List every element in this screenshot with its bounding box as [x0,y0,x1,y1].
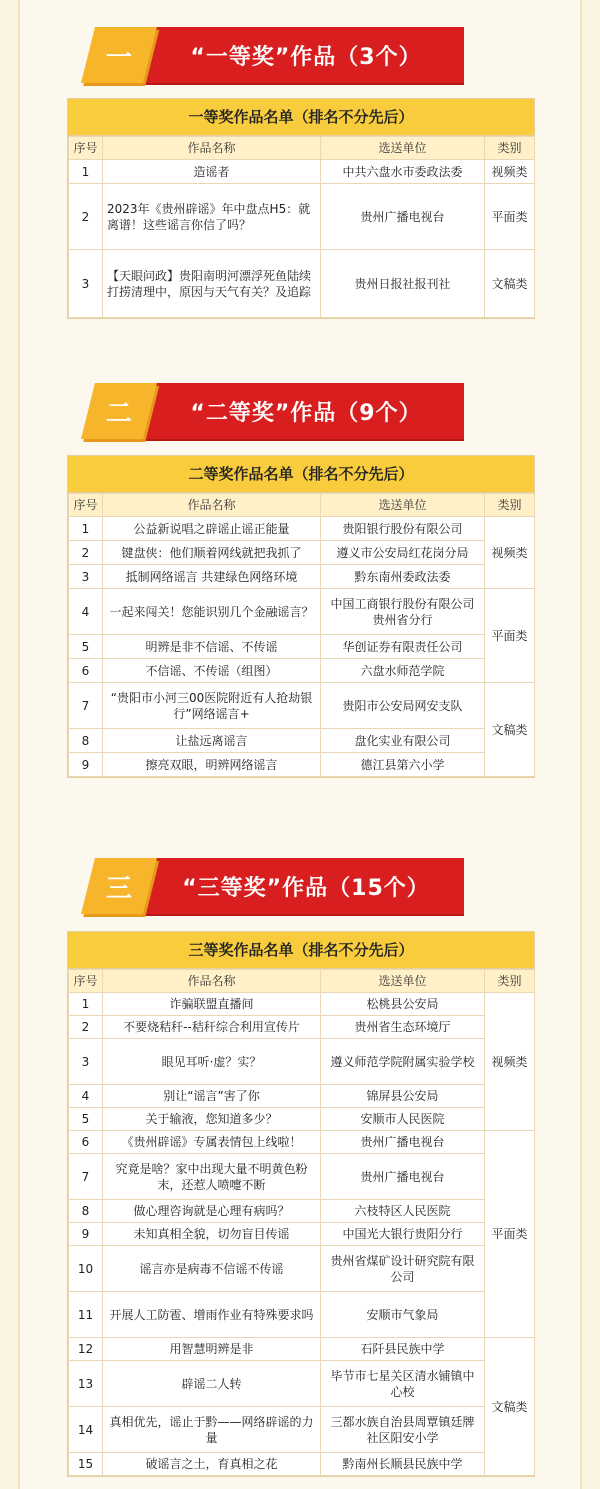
third-prize-table [68,969,535,1476]
col-header-name: 作品名称 [103,137,321,160]
banner-number: 二 [105,398,132,429]
row-name: “贵阳市小河三00医院附近有人抢劫银行”网络谣言+ [103,683,321,729]
row-unit: 黔东南州委政法委 [321,565,485,589]
row-no: 15 [69,1453,103,1476]
row-unit: 华创证券有限责任公司 [321,635,485,659]
row-no: 14 [69,1407,103,1453]
table-row [69,517,535,541]
row-unit: 中国工商银行股份有限公司贵州省分行 [321,589,485,635]
row-name: 用智慧明辨是非 [103,1338,321,1361]
row-unit: 六盘水师范学院 [321,659,485,683]
table-row [69,1016,535,1039]
row-category: 平面类 [485,1131,535,1338]
row-unit: 六枝特区人民医院 [321,1200,485,1223]
row-unit: 三都水族自治县周覃镇廷牌社区阳安小学 [321,1407,485,1453]
row-no: 10 [69,1246,103,1292]
row-no: 9 [69,1223,103,1246]
table-row [69,1246,535,1292]
row-no: 1 [69,160,103,184]
row-name: 擦亮双眼，明辨网络谣言 [103,753,321,777]
banner-number: 一 [105,42,132,73]
row-name: 键盘侠：他们顺着网线就把我抓了 [103,541,321,565]
row-no: 8 [69,1200,103,1223]
row-name: 抵制网络谣言 共建绿色网络环境 [103,565,321,589]
row-name: 未知真相全貌，切勿盲目传谣 [103,1223,321,1246]
col-header-no: 序号 [69,494,103,517]
table-row [69,1338,535,1361]
third-prize-table-card [67,931,535,1477]
row-category: 视频类 [485,993,535,1131]
row-no: 1 [69,993,103,1016]
table-row [69,683,535,729]
col-header-unit: 选送单位 [321,494,485,517]
row-no: 6 [69,659,103,683]
row-no: 7 [69,683,103,729]
first-prize-table-card [67,98,535,319]
row-name: 真相优先，谣止于黔——网络辟谣的力量 [103,1407,321,1453]
row-name: 眼见耳听·虚？实？ [103,1039,321,1085]
row-name: 不要烧秸秆--秸秆综合利用宣传片 [103,1016,321,1039]
table-row [69,1085,535,1108]
table-row [69,1131,535,1154]
row-name: 破谣言之土，育真相之花 [103,1453,321,1476]
table-row [69,1200,535,1223]
row-unit: 贵州省生态环境厅 [321,1016,485,1039]
banner-second-prize [88,383,464,439]
table-row [69,993,535,1016]
row-name: 明辨是非不信谣、不传谣 [103,635,321,659]
banner-ribbon [128,858,464,914]
row-unit: 遵义师范学院附属实验学校 [321,1039,485,1085]
banner-number: 三 [105,873,132,904]
row-name: 《贵州辟谣》专属表情包上线啦！ [103,1131,321,1154]
row-unit: 贵阳银行股份有限公司 [321,517,485,541]
row-category: 平面类 [485,184,535,250]
row-category: 文稿类 [485,683,535,777]
row-no: 4 [69,589,103,635]
row-unit: 遵义市公安局红花岗分局 [321,541,485,565]
row-no: 5 [69,1108,103,1131]
banner-first-prize [88,27,464,83]
table-row [69,729,535,753]
table-row [69,1108,535,1131]
row-unit: 黔南州长顺县民族中学 [321,1453,485,1476]
table-row [69,1292,535,1338]
row-name: 谣言亦是病毒不信谣不传谣 [103,1246,321,1292]
row-no: 1 [69,517,103,541]
table-row [69,1453,535,1476]
table-row [69,541,535,565]
row-no: 2 [69,1016,103,1039]
row-unit: 贵州日报社报刊社 [321,250,485,318]
col-header-category: 类别 [485,494,535,517]
col-header-category: 类别 [485,137,535,160]
row-name: 不信谣、不传谣（组图） [103,659,321,683]
row-no: 13 [69,1361,103,1407]
row-name: 开展人工防雹、增雨作业有特殊要求吗 [103,1292,321,1338]
row-unit: 贵州广播电视台 [321,184,485,250]
row-no: 2 [69,184,103,250]
row-category: 平面类 [485,589,535,683]
row-unit: 安顺市气象局 [321,1292,485,1338]
row-category: 视频类 [485,160,535,184]
col-header-unit: 选送单位 [321,970,485,993]
col-header-no: 序号 [69,137,103,160]
row-no: 7 [69,1154,103,1200]
row-name: 公益新说唱之辟谣止谣正能量 [103,517,321,541]
row-unit: 中共六盘水市委政法委 [321,160,485,184]
row-no: 9 [69,753,103,777]
banner-ribbon [128,27,464,83]
row-no: 11 [69,1292,103,1338]
row-no: 8 [69,729,103,753]
second-prize-table [68,493,535,777]
row-unit: 德江县第六小学 [321,753,485,777]
row-category: 文稿类 [485,250,535,318]
first-prize-table [68,136,535,318]
col-header-no: 序号 [69,970,103,993]
row-no: 3 [69,1039,103,1085]
row-unit: 石阡县民族中学 [321,1338,485,1361]
row-name: 别让“谣言”害了你 [103,1085,321,1108]
banner-title: “二等奖”作品（9个） [190,400,422,426]
table-row [69,1154,535,1200]
row-name: 让盐远离谣言 [103,729,321,753]
row-name: 造谣者 [103,160,321,184]
row-no: 12 [69,1338,103,1361]
table-title: 一等奖作品名单（排名不分先后） [68,99,534,136]
banner-third-prize [88,858,464,914]
table-row [69,160,535,184]
table-title: 三等奖作品名单（排名不分先后） [68,932,534,969]
table-row [69,1407,535,1453]
banner-title: “三等奖”作品（15个） [182,875,430,901]
row-category: 视频类 [485,517,535,589]
row-no: 3 [69,250,103,318]
banner-title: “一等奖”作品（3个） [190,44,422,70]
row-unit: 贵州省煤矿设计研究院有限公司 [321,1246,485,1292]
table-row [69,1039,535,1085]
row-name: 一起来闯关！您能识别几个金融谣言？ [103,589,321,635]
table-row [69,659,535,683]
row-no: 5 [69,635,103,659]
row-unit: 毕节市七星关区清水铺镇中心校 [321,1361,485,1407]
table-row [69,1223,535,1246]
row-unit: 盘化实业有限公司 [321,729,485,753]
banner-ribbon [128,383,464,439]
row-category: 文稿类 [485,1338,535,1476]
row-no: 3 [69,565,103,589]
col-header-name: 作品名称 [103,970,321,993]
row-no: 2 [69,541,103,565]
row-unit: 锦屏县公安局 [321,1085,485,1108]
table-row [69,589,535,635]
table-row [69,753,535,777]
row-unit: 安顺市人民医院 [321,1108,485,1131]
table-row [69,565,535,589]
table-row [69,184,535,250]
row-unit: 松桃县公安局 [321,993,485,1016]
row-no: 6 [69,1131,103,1154]
table-row [69,635,535,659]
row-unit: 中国光大银行贵阳分行 [321,1223,485,1246]
col-header-category: 类别 [485,970,535,993]
row-name: 诈骗联盟直播间 [103,993,321,1016]
row-unit: 贵州广播电视台 [321,1154,485,1200]
col-header-unit: 选送单位 [321,137,485,160]
table-title: 二等奖作品名单（排名不分先后） [68,456,534,493]
row-name: 关于输液，您知道多少？ [103,1108,321,1131]
row-name: 【天眼问政】贵阳南明河漂浮死鱼陆续打捞清理中，原因与天气有关？及追踪 [103,250,321,318]
col-header-name: 作品名称 [103,494,321,517]
row-unit: 贵州广播电视台 [321,1131,485,1154]
table-row [69,250,535,318]
row-name: 辟谣二人转 [103,1361,321,1407]
row-unit: 贵阳市公安局网安支队 [321,683,485,729]
row-name: 究竟是啥？家中出现大量不明黄色粉末，还惹人喷嚏不断 [103,1154,321,1200]
row-name: 2023年《贵州辟谣》年中盘点H5：就离谱！这些谣言你信了吗？ [103,184,321,250]
second-prize-table-card [67,455,535,778]
table-row [69,1361,535,1407]
row-name: 做心理咨询就是心理有病吗？ [103,1200,321,1223]
row-no: 4 [69,1085,103,1108]
